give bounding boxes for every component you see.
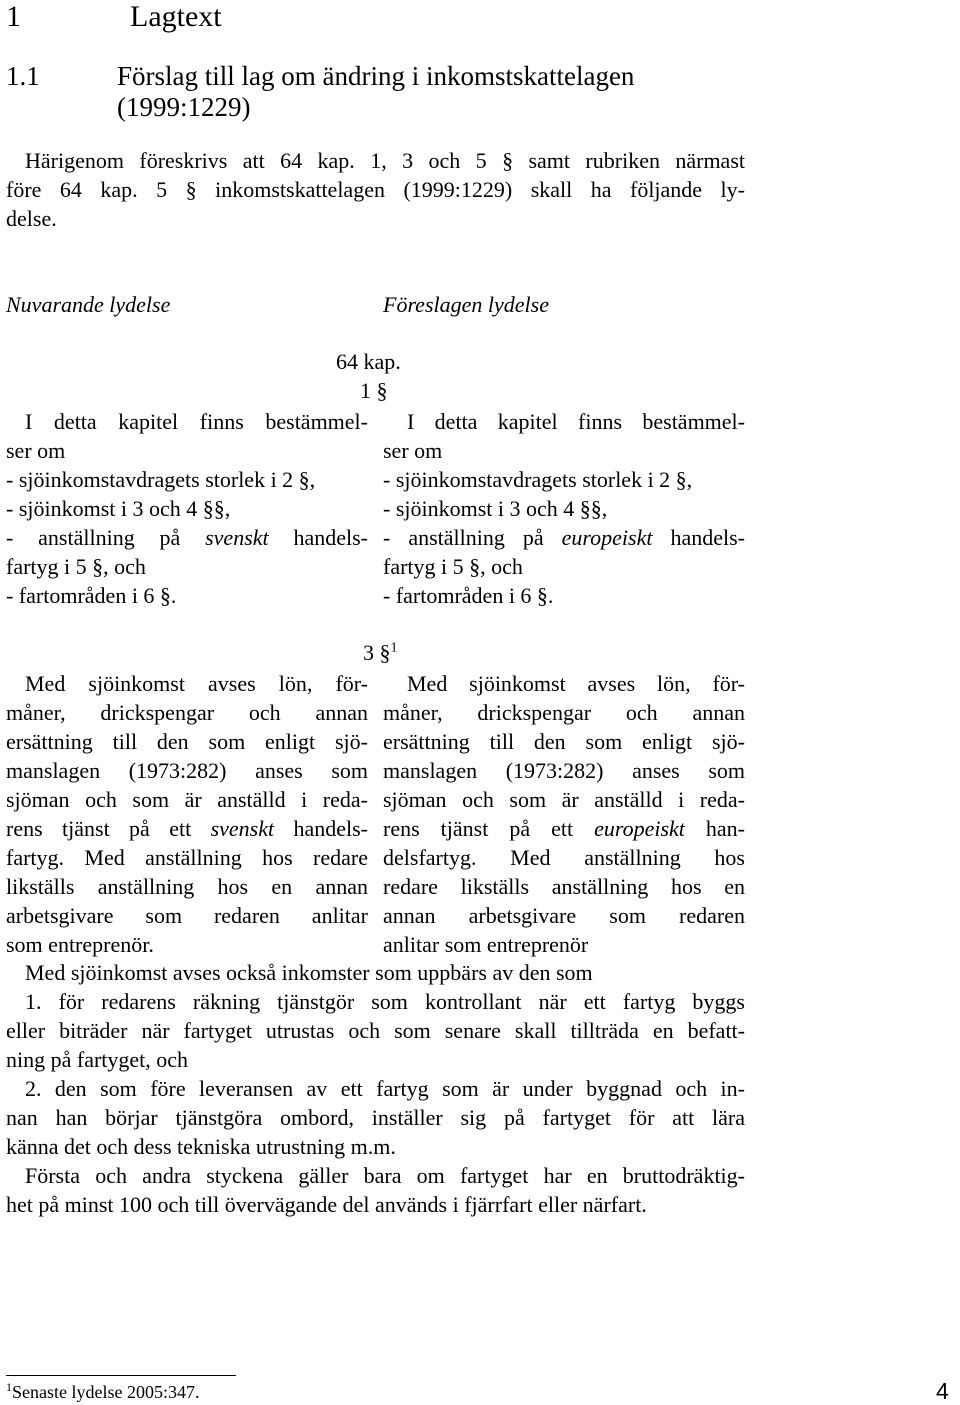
body-text (6, 958, 745, 1219)
heading-1-number: 1 (6, 0, 21, 33)
heading-2-line-1: Förslag till lag om ändring i inkomstskattelagen (117, 61, 635, 91)
heading-2-title (117, 61, 634, 123)
footnote-rule (6, 1375, 236, 1376)
section-1-current (6, 407, 368, 610)
s1-left-l2: ser om (6, 438, 66, 463)
section-3-text: 3 § (363, 640, 391, 665)
section-3-marker (363, 640, 398, 666)
body-line-6: nan han börjar tjänstgöra ombord, inställer sig på fartyget för att lära (6, 1105, 745, 1130)
heading-2 (6, 61, 40, 92)
s3-left-l10: som entreprenör. (6, 932, 154, 957)
s1-right-l5-em: europeiskt (561, 525, 653, 550)
s3-left-l7: fartyg. Med anställning hos redare (6, 845, 368, 870)
heading-2-line-2: (1999:1229) (117, 92, 251, 122)
s1-left-l7: - fartområden i 6 §. (6, 583, 177, 608)
heading-1 (6, 0, 222, 34)
s1-right-l5 (383, 523, 745, 552)
s1-right-l5-pre: - anställning på (383, 525, 562, 550)
section-3-current (6, 669, 368, 959)
s3-left-l5: sjöman och som är anställd i reda- (6, 787, 368, 812)
footnote-text: Senaste lydelse 2005:347. (12, 1382, 200, 1402)
s1-left-l1: I detta kapitel finns bestämmel- (25, 409, 368, 434)
s3-right-l2: måner, drickspengar och annan (383, 700, 745, 725)
s3-right-l6 (383, 814, 745, 843)
s1-left-l5-post: handels- (268, 525, 368, 550)
s3-right-l5: sjöman och som är anställd i reda- (383, 787, 745, 812)
heading-1-title: Lagtext (130, 0, 222, 33)
intro-text-2: före 64 kap. 5 § inkomstskattelagen (1999:1229) skall ha följande ly- (6, 177, 745, 202)
s3-left-l8: likställs anställning hos en annan (6, 874, 368, 899)
s3-right-l4: manslagen (1973:282) anses som (383, 758, 745, 783)
footnote (6, 1380, 199, 1403)
s1-left-l3: - sjöinkomstavdragets storlek i 2 §, (6, 467, 316, 492)
body-line-2: 1. för redarens räkning tjänstgör som kontrollant när ett fartyg byggs (25, 989, 745, 1014)
s3-left-l6-pre: rens tjänst på ett (6, 816, 211, 841)
section-1-marker: 1 § (360, 378, 388, 403)
s3-right-l7: delsfartyg. Med anställning hos (383, 845, 745, 870)
s3-right-l3: ersättning till den som enligt sjö- (383, 729, 745, 754)
body-line-3: eller biträder när fartyget utrustas och som senare skall tillträda en befatt- (6, 1018, 745, 1043)
s1-right-l4: - sjöinkomst i 3 och 4 §§, (383, 496, 608, 521)
s3-right-l1: Med sjöinkomst avses lön, för- (407, 671, 745, 696)
footnote-ref: 1 (390, 640, 398, 656)
s3-left-l9: arbetsgivare som redaren anlitar (6, 903, 368, 928)
s1-left-l5-pre: - anställning på (6, 525, 206, 550)
body-line-8: Första och andra styckena gäller bara om fartyget har en bruttodräktig- (25, 1163, 745, 1188)
s3-left-l4: manslagen (1973:282) anses som (6, 758, 368, 783)
s3-right-l6-em: europeiskt (594, 816, 685, 841)
intro-line-2 (6, 175, 745, 204)
page-number: 4 (936, 1378, 949, 1404)
s1-right-l5-post: handels- (652, 525, 745, 550)
s3-left-l6-em: svenskt (210, 816, 275, 841)
s3-right-l8: redare likställs anställning hos en (383, 874, 745, 899)
heading-2-number: 1.1 (6, 61, 40, 91)
s1-right-l7: - fartområden i 6 §. (383, 583, 554, 608)
chapter-title: 64 kap. (336, 349, 401, 374)
intro-text-1: Härigenom föreskrivs att 64 kap. 1, 3 och 5 § samt rubriken närmast (25, 148, 745, 173)
s1-right-l2: ser om (383, 438, 443, 463)
footnote-mark: 1 (6, 1380, 12, 1394)
s3-left-l6 (6, 814, 368, 843)
s3-left-l1: Med sjöinkomst avses lön, för- (25, 671, 368, 696)
s3-right-l9: annan arbetsgivare som redaren (383, 903, 745, 928)
section-1-proposed (383, 407, 745, 610)
s3-left-l2: måner, drickspengar och annan (6, 700, 368, 725)
body-line-9: het på minst 100 och till övervägande del används i fjärrfart eller närfart. (6, 1192, 647, 1217)
left-column-header: Nuvarande lydelse (6, 292, 171, 317)
intro-line-1 (25, 146, 745, 175)
s1-right-l1: I detta kapitel finns bestämmel- (407, 409, 745, 434)
s1-right-l6: fartyg i 5 §, och (383, 554, 523, 579)
s1-left-l5 (6, 523, 368, 552)
s3-left-l6-post: handels- (274, 816, 368, 841)
body-line-5: 2. den som före leveransen av ett fartyg som är under byggnad och in- (25, 1076, 745, 1101)
s1-left-l6: fartyg i 5 §, och (6, 554, 146, 579)
intro-line-3: delse. (6, 206, 57, 231)
body-line-4: ning på fartyget, och (6, 1047, 189, 1072)
s1-left-l5-em: svenskt (205, 525, 269, 550)
section-3-proposed (383, 669, 745, 959)
s3-right-l6-post: han- (684, 816, 745, 841)
body-line-7: känna det och dess tekniska utrustning m.m. (6, 1134, 396, 1159)
right-column-header: Föreslagen lydelse (383, 292, 549, 317)
s3-right-l10: anlitar som entreprenör (383, 932, 589, 957)
s1-left-l4: - sjöinkomst i 3 och 4 §§, (6, 496, 231, 521)
body-line-1: Med sjöinkomst avses också inkomster som uppbärs av den som (25, 960, 593, 985)
s1-right-l3: - sjöinkomstavdragets storlek i 2 §, (383, 467, 693, 492)
s3-right-l6-pre: rens tjänst på ett (383, 816, 595, 841)
s3-left-l3: ersättning till den som enligt sjö- (6, 729, 368, 754)
